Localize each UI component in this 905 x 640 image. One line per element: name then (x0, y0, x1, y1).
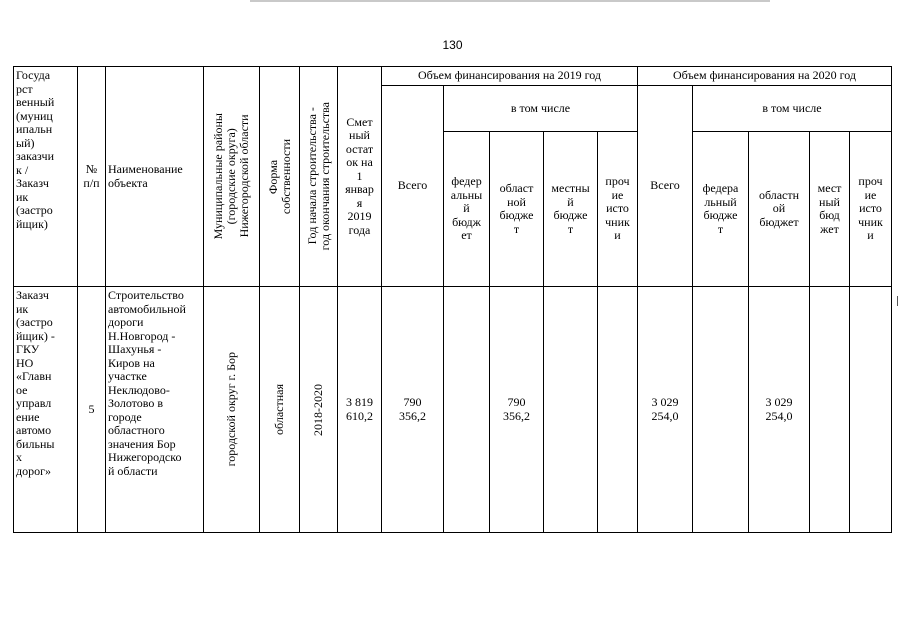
cell-total-2019: 790 356,2 (382, 287, 444, 533)
header-municipal-districts-text: Муниципальные районы (городские округа) Нижегородской области (211, 113, 251, 240)
header-municipal-districts (204, 67, 260, 287)
funding-table (13, 66, 892, 533)
header-federal-2020: федера льный бюдже т (693, 132, 749, 287)
header-number: № п/п (78, 67, 106, 287)
header-construction-years-text: Год начала строительства - год окончания строительства (304, 102, 332, 251)
header-construction-years (300, 67, 338, 287)
cell-estimated-balance: 3 819 610,2 (338, 287, 382, 533)
header-regional-2019: област ной бюдже т (490, 132, 544, 287)
cell-ownership-form (260, 287, 300, 533)
cell-ownership-form-text: областная (272, 384, 286, 435)
header-object-name: Наименование объекта (106, 67, 204, 287)
header-federal-2019: федер альны й бюдж ет (444, 132, 490, 287)
header-customer: Госуда рст венный (муниц ипальн ый) заказчи к / Заказч ик (застро йщик) (14, 67, 78, 287)
header-funding-2019: Объем финансирования на 2019 год (382, 67, 638, 86)
cell-other-2019 (598, 287, 638, 533)
cell-customer: Заказч ик (застро йщик) - ГКУ НО «Главн ое управл ение автомо бильны х дорог» (14, 287, 78, 533)
table-row (14, 287, 892, 533)
header-estimated-balance: Смет ный остат ок на 1 январ я 2019 года (338, 67, 382, 287)
margin-mark (897, 296, 904, 306)
header-ownership-form-text: Форма собственности (265, 138, 293, 215)
cell-construction-years-text: 2018-2020 (311, 383, 325, 436)
header-total-2020: Всего (638, 86, 693, 287)
header-total-2019: Всего (382, 86, 444, 287)
cell-local-2020 (810, 287, 850, 533)
cell-regional-2019: 790 356,2 (490, 287, 544, 533)
cell-total-2020: 3 029 254,0 (638, 287, 693, 533)
cell-other-2020 (850, 287, 892, 533)
header-other-2019: проч ие исто чник и (598, 132, 638, 287)
header-including-2019: в том числе (444, 86, 638, 132)
cell-local-2019 (544, 287, 598, 533)
cell-regional-2020: 3 029 254,0 (749, 287, 810, 533)
cell-object-name: Строительство автомобильной дороги Н.Новгород - Шахунья - Киров на участке Неклюдово- Золотово в городе областного значения Бор Нижегородско й области (106, 287, 204, 533)
header-local-2019: местны й бюдже т (544, 132, 598, 287)
cell-municipal-district-text: городской округ г. Бор (224, 352, 238, 467)
page-number: 130 (442, 38, 463, 52)
cell-municipal-district (204, 287, 260, 533)
cell-construction-years (300, 287, 338, 533)
header-row-1 (14, 67, 892, 86)
header-local-2020: мест ный бюд жет (810, 132, 850, 287)
cell-number: 5 (78, 287, 106, 533)
header-ownership-form (260, 67, 300, 287)
header-other-2020: проч ие исто чник и (850, 132, 892, 287)
cell-federal-2020 (693, 287, 749, 533)
header-including-2020: в том числе (693, 86, 892, 132)
cell-federal-2019 (444, 287, 490, 533)
top-edge-line (250, 0, 770, 2)
header-regional-2020: областн ой бюджет (749, 132, 810, 287)
header-funding-2020: Объем финансирования на 2020 год (638, 67, 892, 86)
